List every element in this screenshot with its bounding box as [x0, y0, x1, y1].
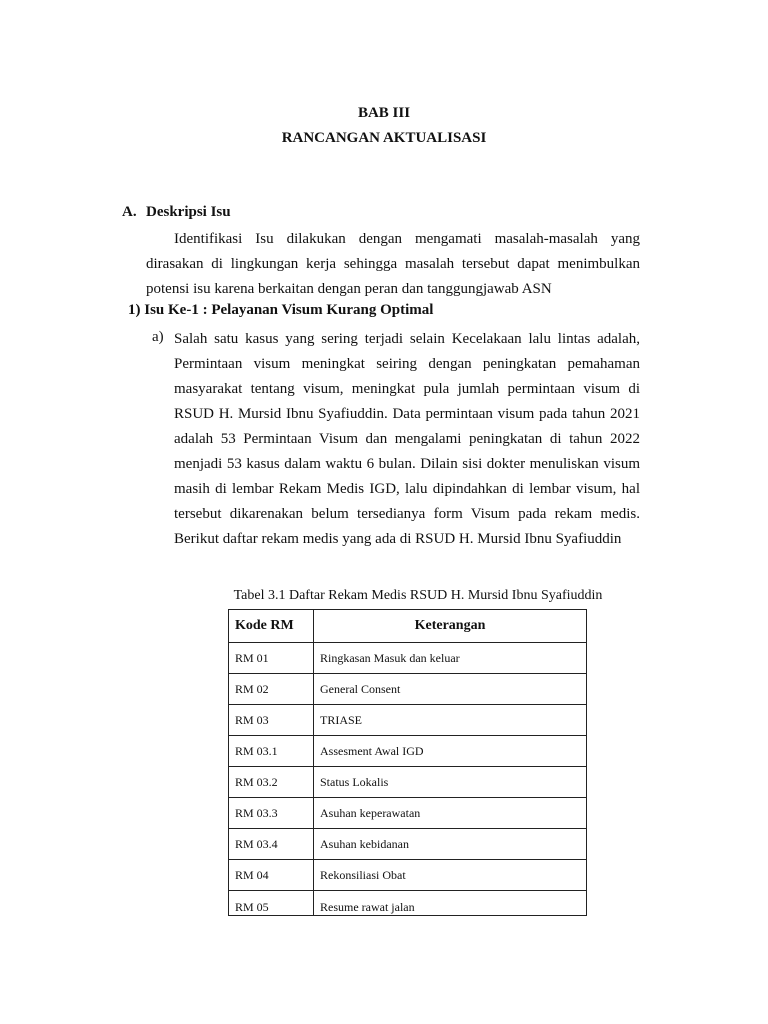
table-row — [229, 767, 587, 798]
cell-code: RM 01 — [229, 643, 314, 674]
table-row — [229, 643, 587, 674]
header-kode-rm: Kode RM — [229, 610, 314, 643]
cell-code: RM 05 — [229, 891, 314, 916]
cell-description: Status Lokalis — [314, 767, 587, 798]
table-row — [229, 674, 587, 705]
issue-description-paragraph: Salah satu kasus yang sering terjadi selain Kecelakaan lalu lintas adalah, Permintaan visum meningkat seiring dengan peningkatan pemahaman masyarakat tentang visum, meningkat pula jumlah permintaan visum di RSUD H. Mursid Ibnu Syafiuddin. Data permintaan visum pada tahun 2021 adalah 53 Permintaan Visum dan mengalami peningkatan di tahun 2022 menjadi 53 kasus dalam waktu 6 bulan. Dilain sisi dokter menuliskan visum masih di lembar Rekam Medis IGD, lalu dipindahkan di lembar visum, hal tersebut dikarenakan belum tersedianya form Visum pada rekam medis. Berikut daftar rekam medis yang ada di RSUD H. Mursid Ibnu Syafiuddin — [174, 331, 640, 547]
cell-code: RM 02 — [229, 674, 314, 705]
intro-paragraph: Identifikasi Isu dilakukan dengan mengamati masalah-masalah yang dirasakan di lingkungan kerja sehingga masalah tersebut dapat menimbulkan potensi isu karena berkaitan dengan peran dan tanggungjawab ASN — [146, 231, 640, 297]
table-header-row — [229, 610, 587, 643]
cell-code: RM 03.3 — [229, 798, 314, 829]
section-label: A. — [122, 204, 137, 220]
section-title: Deskripsi Isu — [146, 204, 231, 220]
cell-description: General Consent — [314, 674, 587, 705]
section-heading-a — [122, 204, 231, 221]
cell-description: Asuhan kebidanan — [314, 829, 587, 860]
table-caption: Tabel 3.1 Daftar Rekam Medis RSUD H. Mursid Ibnu Syafiuddin — [233, 588, 603, 603]
table-row — [229, 829, 587, 860]
cell-code: RM 03.2 — [229, 767, 314, 798]
table-row — [229, 798, 587, 829]
cell-description: Asuhan keperawatan — [314, 798, 587, 829]
table-row — [229, 891, 587, 916]
table-row — [229, 860, 587, 891]
header-keterangan: Keterangan — [314, 610, 587, 643]
cell-code: RM 03.1 — [229, 736, 314, 767]
cell-description: TRIASE — [314, 705, 587, 736]
table-row — [229, 705, 587, 736]
cell-description: Ringkasan Masuk dan keluar — [314, 643, 587, 674]
cell-code: RM 04 — [229, 860, 314, 891]
chapter-number: BAB III — [357, 105, 411, 121]
cell-code: RM 03 — [229, 705, 314, 736]
medical-records-table — [228, 609, 587, 916]
list-item-label: a) — [152, 329, 164, 345]
issue-heading: 1) Isu Ke-1 : Pelayanan Visum Kurang Optimal — [128, 302, 434, 318]
cell-description: Assesment Awal IGD — [314, 736, 587, 767]
cell-code: RM 03.4 — [229, 829, 314, 860]
table-row — [229, 736, 587, 767]
cell-description: Rekonsiliasi Obat — [314, 860, 587, 891]
chapter-title: RANCANGAN AKTUALISASI — [281, 130, 487, 146]
cell-description: Resume rawat jalan — [314, 891, 587, 916]
